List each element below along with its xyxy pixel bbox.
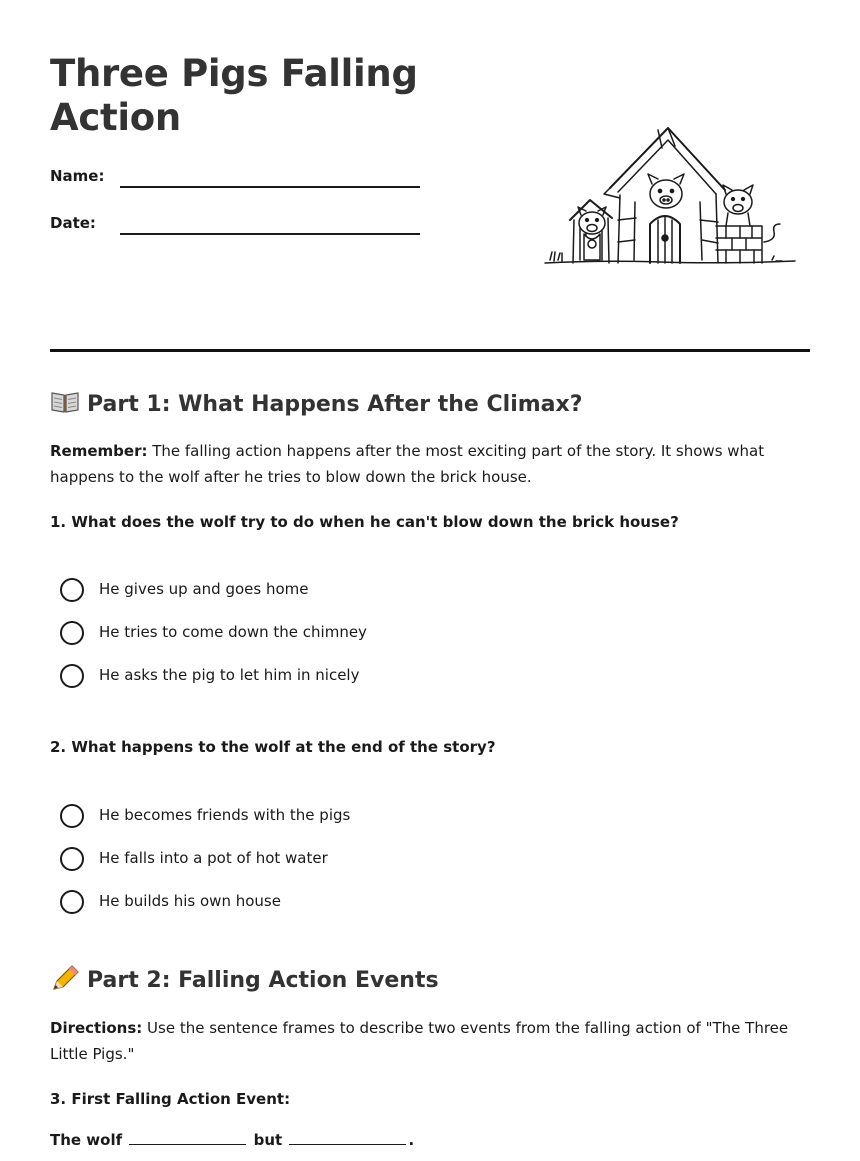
name-label: Name: [50, 167, 105, 185]
date-label: Date: [50, 214, 96, 232]
sentence-frame [50, 1129, 414, 1151]
option-label: He asks the pig to let him in nicely [99, 666, 360, 684]
open-book-icon [50, 389, 80, 415]
question-1-option-1[interactable] [60, 577, 560, 603]
option-label: He falls into a pot of hot water [99, 849, 328, 867]
remember-label: Remember: [50, 442, 148, 460]
radio-button[interactable] [60, 804, 84, 828]
part2-heading [50, 965, 439, 996]
frame-end: . [408, 1131, 415, 1149]
page-title: Three Pigs Falling Action [50, 52, 418, 139]
question-1: 1. What does the wolf try to do when he can't blow down the brick house? [50, 513, 679, 531]
three-pigs-house-illustration [540, 120, 800, 270]
question-3: 3. First Falling Action Event: [50, 1090, 291, 1108]
pencil-icon [50, 965, 80, 991]
answer-blank-2[interactable] [289, 1130, 406, 1145]
frame-text-2: but [253, 1131, 283, 1149]
option-label: He gives up and goes home [99, 580, 309, 598]
remember-text: The falling action happens after the most exciting part of the story. It shows what happens to the wolf after he tries to blow down the brick house. [50, 442, 765, 486]
option-label: He builds his own house [99, 892, 281, 910]
part1-heading [50, 389, 582, 420]
date-line[interactable] [120, 233, 420, 235]
name-line[interactable] [120, 186, 420, 188]
question-2-option-3[interactable] [60, 889, 560, 915]
frame-text-1: The wolf [50, 1131, 123, 1149]
remember-paragraph [50, 438, 810, 490]
question-2: 2. What happens to the wolf at the end of the story? [50, 738, 496, 756]
name-field [50, 166, 420, 190]
question-1-option-3[interactable] [60, 663, 560, 689]
part2-heading-text: Part 2: Falling Action Events [87, 968, 439, 993]
header-divider [50, 349, 810, 352]
option-label: He tries to come down the chimney [99, 623, 367, 641]
question-1-option-2[interactable] [60, 620, 560, 646]
question-2-option-2[interactable] [60, 846, 560, 872]
option-label: He becomes friends with the pigs [99, 806, 351, 824]
radio-button[interactable] [60, 578, 84, 602]
date-field [50, 213, 420, 237]
radio-button[interactable] [60, 621, 84, 645]
answer-blank-1[interactable] [129, 1130, 246, 1145]
radio-button[interactable] [60, 847, 84, 871]
part1-heading-text: Part 1: What Happens After the Climax? [87, 392, 583, 417]
radio-button[interactable] [60, 664, 84, 688]
directions-paragraph [50, 1015, 810, 1067]
radio-button[interactable] [60, 890, 84, 914]
directions-label: Directions: [50, 1019, 143, 1037]
directions-text: Use the sentence frames to describe two events from the falling action of "The Three Little Pigs." [50, 1019, 789, 1063]
question-2-option-1[interactable] [60, 803, 560, 829]
